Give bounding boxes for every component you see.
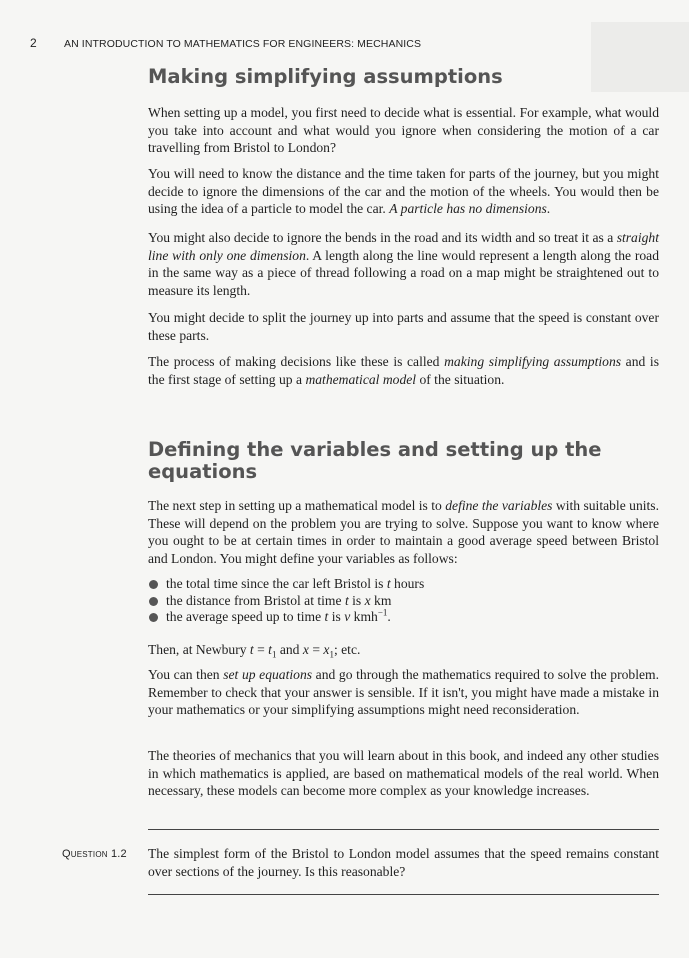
text: and go through the mathematics required to solve the problem. Remember to check that your answer is sensible. If it isn't, you might have made a mistake in your mathematics or your simplifying assumptions might need reconsideration. [148,667,660,717]
page-number: 2 [30,36,37,50]
bullet-icon [149,580,158,589]
list-item [148,593,659,610]
emphasis: A particle has no dimensions [389,201,547,216]
show-through-block [591,22,689,92]
text: of the situation. [416,371,505,387]
text: with suitable units. These will depend on the problem you are trying to solve. Suppose you want to know where you ought to be at certain times in order to maintain a good average speed between Bristol and London. You might define your variables as follows: [148,498,659,566]
text: hours [390,576,425,591]
section-heading-simplifying: Making simplifying assumptions [148,65,503,88]
emphasis: making simplifying assumptions [444,354,622,369]
divider [148,894,659,895]
paragraph: You might decide to split the journey up into parts and assume that the speed is constant over these parts. [148,310,659,343]
variable: t [249,642,254,657]
superscript: −1 [377,607,388,618]
variable: t [386,576,391,591]
paragraph [148,229,659,299]
subscript: 1 [329,649,334,660]
section-heading-defining-variables: Defining the variables and setting up the equations [148,438,602,483]
text: . [387,609,391,624]
text: You will need to know the distance and the time taken for parts of the journey, but you might decide to ignore the dimensions of the car and the motion of the wheels. You would then be using the idea of a particle to model the car. [148,166,659,216]
text: Then, at Newbury [148,642,250,657]
text: = [253,642,269,657]
text: = [308,642,324,657]
running-head [30,36,421,50]
emphasis: set up equations [223,667,313,682]
text: is [348,592,365,608]
text: km [370,592,392,608]
variable: t [268,642,272,657]
text: the average speed up to time [166,609,325,624]
bullet-icon [149,597,158,606]
list-item [148,609,659,626]
text: ; etc. [333,642,361,657]
text: The process of making decisions like these is called [148,354,445,369]
variable: x [323,642,330,657]
paragraph [148,666,659,719]
paragraph [148,641,659,659]
variable: x [302,642,309,657]
paragraph [148,497,659,567]
list-item [148,576,659,593]
variable: v [344,609,351,624]
divider [148,829,659,830]
text: the distance from Bristol at time [166,592,345,608]
text: . [546,201,551,216]
variable: t [324,609,329,624]
paragraph: The theories of mechanics that you will learn about in this book, and indeed any other studies in which mathematics is applied, are based on mathematical models of the real world. When necessary, these models can become more complex as your knowledge increases. [148,748,659,798]
text: kmh [350,609,378,624]
question-text: The simplest form of the Bristol to London model assumes that the speed remains constant over sections of the journey. Is this reasonable? [148,846,659,879]
emphasis: straight line with only one dimension [148,230,659,263]
paragraph [148,165,659,218]
emphasis: mathematical model [305,371,417,387]
question-label: Question 1.2 [62,848,127,860]
text: and is the first stage of setting up a [148,354,659,387]
paragraph [148,353,659,388]
emphasis: define the variables [445,498,553,513]
subscript: 1 [271,649,277,660]
text: and [276,642,303,657]
bullet-icon [149,613,158,622]
variable: t [344,592,349,608]
paragraph: When setting up a model, you first need to decide what is essential. For example, what would you take into account and what would you ignore when considering the motion of a car travelling from Bristol to London? [148,105,659,155]
text: You might also decide to ignore the bends in the road and its width and so treat it as a [148,230,617,245]
running-head-title: AN INTRODUCTION TO MATHEMATICS FOR ENGINEERS: MECHANICS [64,38,422,50]
text: the total time since the car left Bristol is [166,576,387,591]
text: . A length along the line would represent a length along the road in the same way as a piece of thread following a road on a map might be straightened out to measure its length. [148,247,659,298]
text: The next step in setting up a mathematical model is to [148,498,446,513]
text: is [328,609,345,624]
variable-list [148,576,659,626]
text: You can then [148,667,224,682]
variable: x [364,592,371,608]
